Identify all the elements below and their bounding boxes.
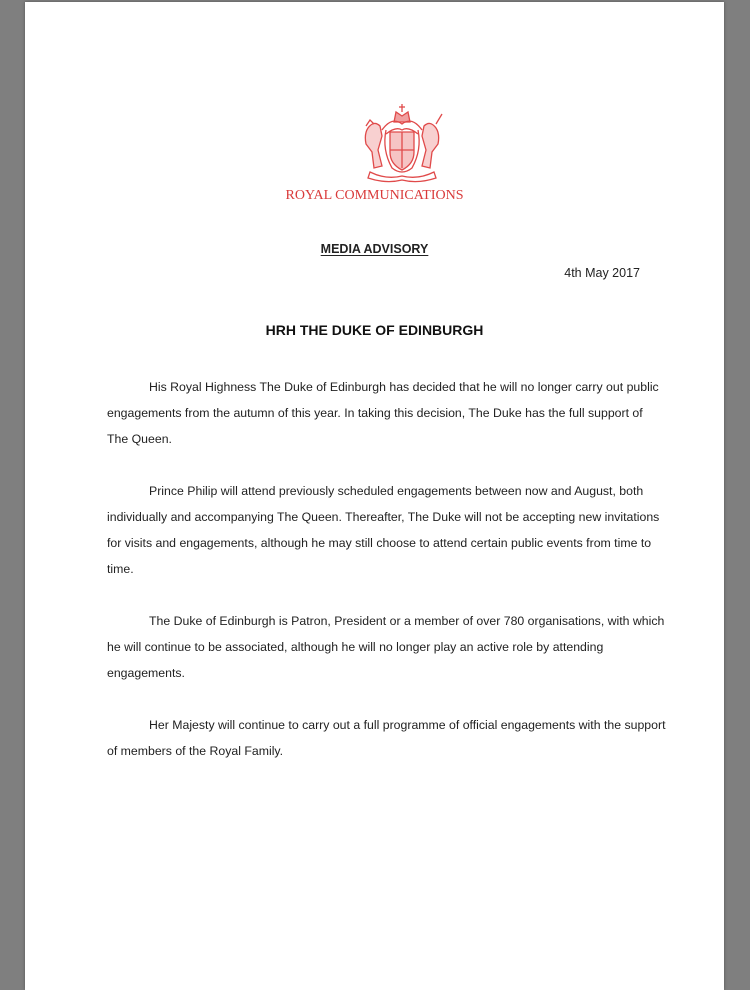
paragraph: Her Majesty will continue to carry out a full programme of official engagements with the support of members of the Royal Family. bbox=[107, 718, 666, 758]
release-date: 4th May 2017 bbox=[564, 266, 640, 280]
document-page bbox=[25, 2, 724, 990]
paragraph: The Duke of Edinburgh is Patron, President or a member of over 780 organisations, with which he will continue to be associated, although he will no longer play an active role by attending engagements. bbox=[107, 614, 665, 680]
royal-coat-of-arms-icon bbox=[352, 100, 452, 184]
paragraph: Prince Philip will attend previously scheduled engagements between now and August, both individually and accompanying The Queen. Thereafter, The Duke will not be accepting new invitations for visits and engagements, although he may still choose to attend certain public events from time to time. bbox=[107, 484, 660, 576]
document-title: HRH THE DUKE OF EDINBURGH bbox=[265, 322, 484, 338]
paragraph: His Royal Highness The Duke of Edinburgh has decided that he will no longer carry out public engagements from the autumn of this year. In taking this decision, The Duke has the full support of The Queen. bbox=[107, 380, 659, 446]
organisation-name: ROYAL COMMUNICATIONS bbox=[285, 188, 464, 203]
media-advisory-heading: MEDIA ADVISORY bbox=[320, 242, 429, 256]
document-body bbox=[107, 374, 667, 790]
